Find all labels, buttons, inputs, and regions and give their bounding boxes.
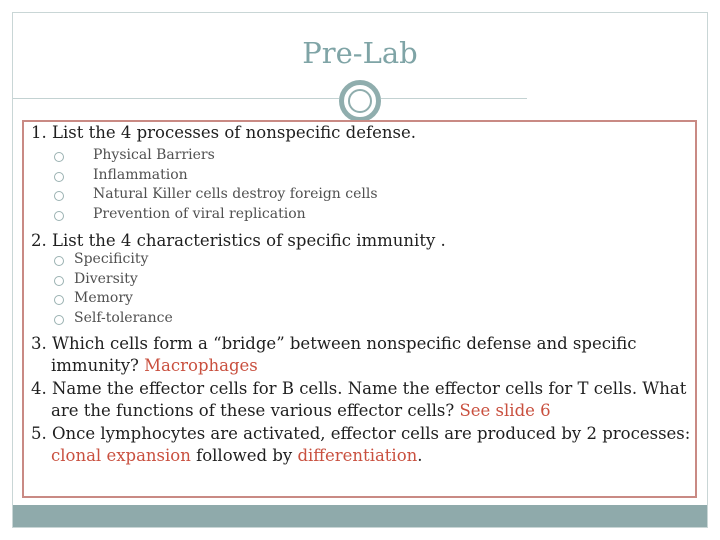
circle-bullet-icon [54,276,64,286]
question-4 [31,378,691,422]
question-3-line-2 [31,355,691,377]
circle-bullet-icon [54,172,64,182]
circle-ornament-icon [339,80,381,122]
footer-bar [13,505,707,527]
question-4-answer: See slide 6 [459,401,551,420]
question-5-connector: followed by [196,446,293,465]
question-5-period: . [417,446,423,465]
question-3 [31,333,691,377]
slide-title: Pre-Lab [302,36,418,70]
question-3-answer: Macrophages [144,356,258,375]
list-item-text: Prevention of viral replication [93,205,306,222]
question-4-line-1: 4. Name the effector cells for B cells. Name the effector cells for T cells. What [31,379,687,398]
list-item-text: Physical Barriers [93,147,215,163]
list-item-text: Specificity [74,251,149,267]
question-3-line-1: 3. Which cells form a “bridge” between nonspecific defense and specific [31,334,637,353]
list-item-text: Diversity [74,270,138,287]
title-divider-right [381,98,527,99]
question-5-line-2 [31,445,691,467]
title-divider-left [13,98,339,99]
list-item-text: Natural Killer cells destroy foreign cells [93,186,378,202]
circle-ornament-inner [348,89,372,113]
list-item-text: Inflammation [93,166,188,183]
question-3-line-2-text: immunity? [51,356,139,375]
question-5 [31,423,691,467]
circle-bullet-icon [54,256,64,266]
circle-bullet-icon [54,315,64,325]
question-5-answer-1: clonal expansion [51,446,191,465]
circle-bullet-icon [54,295,64,305]
circle-bullet-icon [54,211,64,221]
question-2: 2. List the 4 characteristics of specific immunity . [31,231,446,250]
question-4-line-2 [31,400,691,422]
question-5-answer-2: differentiation [297,446,418,465]
circle-bullet-icon [54,191,64,201]
list-item-text: Self-tolerance [74,309,173,326]
list-item-text: Memory [74,290,133,306]
question-4-line-2-text: are the functions of these various effector cells? [51,401,455,420]
circle-bullet-icon [54,152,64,162]
question-1: 1. List the 4 processes of nonspecific defense. [31,123,416,142]
question-5-line-1: 5. Once lymphocytes are activated, effector cells are produced by 2 processes: [31,424,691,443]
